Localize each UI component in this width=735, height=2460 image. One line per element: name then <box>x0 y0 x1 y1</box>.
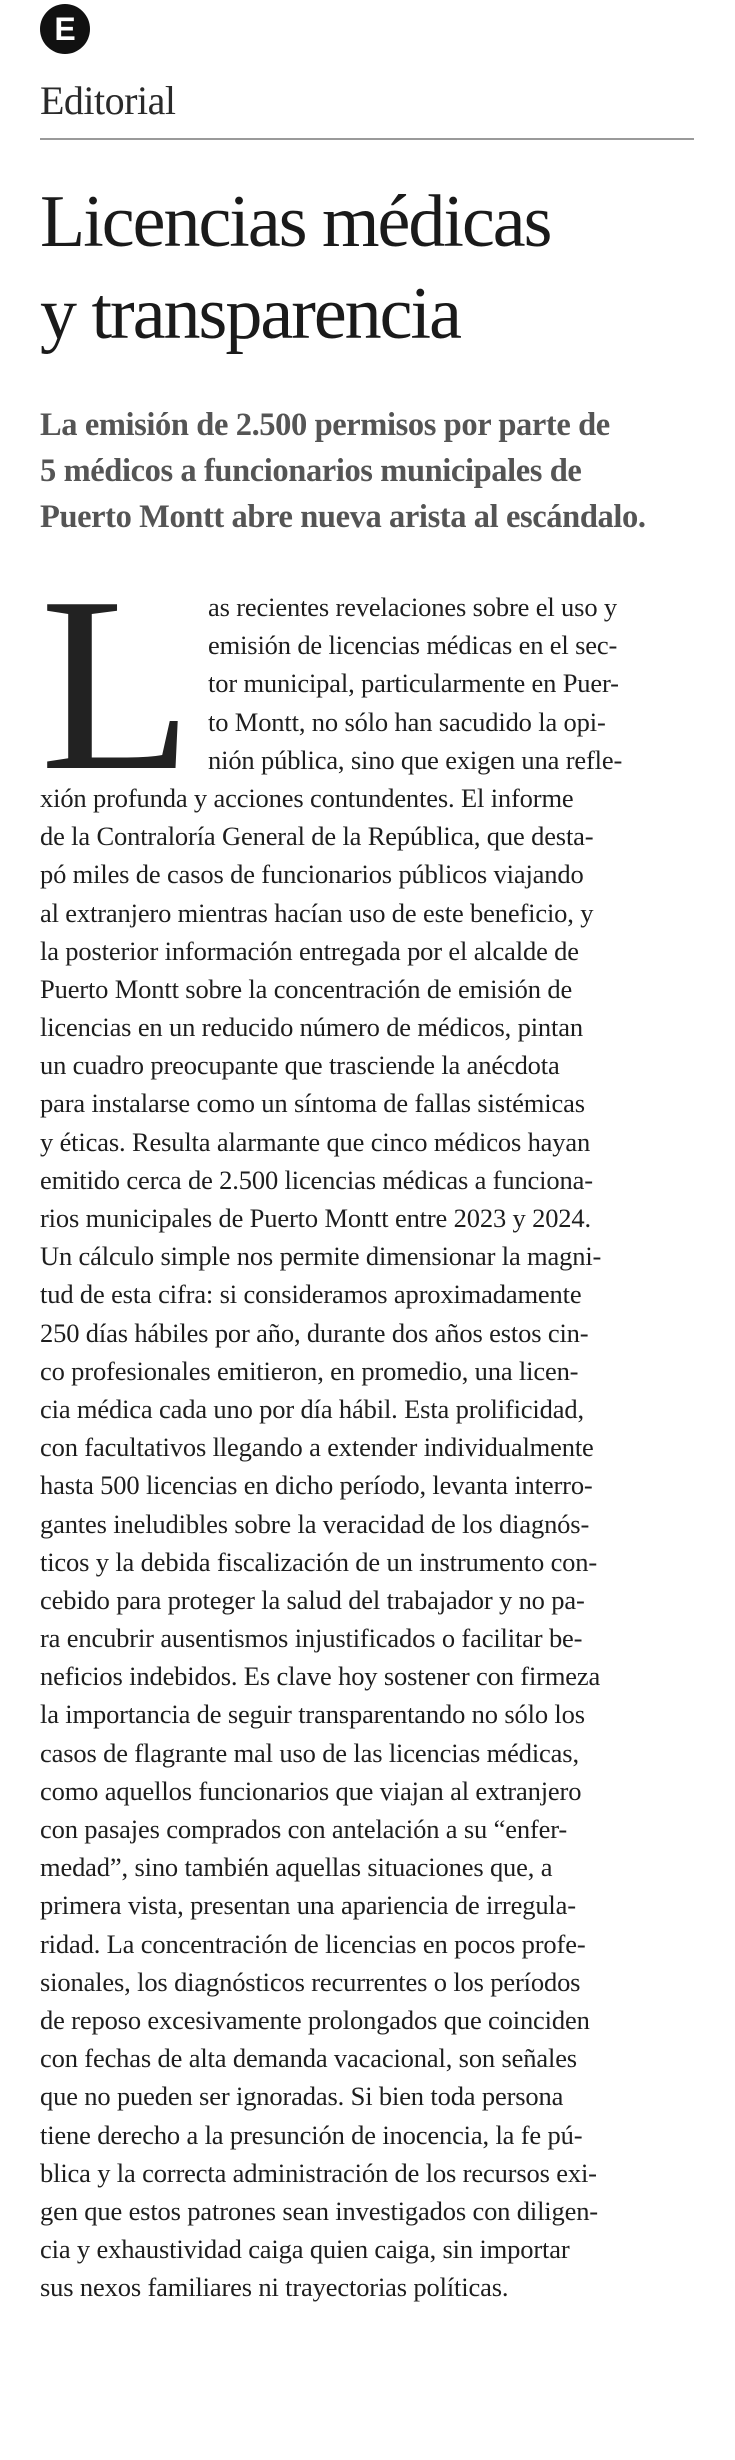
article-body <box>40 588 702 2306</box>
article-line: 250 días hábiles por año, durante dos años estos cin- <box>40 1317 589 1348</box>
article-line: rios municipales de Puerto Montt entre 2023 y 2024. <box>40 1203 591 1233</box>
article-line: ridad. La concentración de licencias en pocos profe- <box>40 1928 586 1959</box>
article-line: con fechas de alta demanda vacacional, son señales <box>40 2043 577 2074</box>
article-line: xión profunda y acciones contundentes. El informe <box>40 782 574 813</box>
article-line: y éticas. Resulta alarmante que cinco médicos hayan <box>40 1126 591 1157</box>
headline-line: Licencias médicas <box>40 181 551 263</box>
article-line: tor municipal, particularmente en Puer- <box>208 668 619 699</box>
lede-line: Puerto Montt abre nueva arista al escándalo. <box>40 499 646 535</box>
article-line: sionales, los diagnósticos recurrentes o los períodos <box>40 1966 581 1997</box>
section-label: Editorial <box>40 78 176 123</box>
article-line: la posterior información entregada por el alcalde de <box>40 935 579 966</box>
article-line: casos de flagrante mal uso de las licencias médicas, <box>40 1737 579 1768</box>
article-line: Un cálculo simple nos permite dimensionar la magni- <box>40 1241 602 1272</box>
article-line: que no pueden ser ignoradas. Si bien toda persona <box>40 2081 564 2112</box>
article-line: medad”, sino también aquellas situaciones que, a <box>40 1852 553 1883</box>
article-line: licencias en un reducido número de médicos, pintan <box>40 1012 583 1043</box>
article-line: ra encubrir ausentismos injustificados o facilitar be- <box>40 1623 583 1654</box>
article-line: la importancia de seguir transparentando no sólo los <box>40 1699 585 1730</box>
article-line: emisión de licencias médicas en el sec- <box>208 630 618 661</box>
article-line: as recientes revelaciones sobre el uso y <box>208 592 617 622</box>
article-line: primera vista, presentan una apariencia de irregula- <box>40 1890 576 1921</box>
headline-line: y transparencia <box>40 273 460 355</box>
article-line: nión pública, sino que exigen una refle- <box>208 744 623 775</box>
article-line: de la Contraloría General de la República, que destа- <box>40 821 594 852</box>
article-line: to Montt, no sólo han sacudido la opi- <box>208 706 606 737</box>
article-line: con pasajes comprados con antelación a su “enfer- <box>40 1814 568 1844</box>
article-line: gantes ineludibles sobre la veracidad de los diagnós- <box>40 1508 590 1539</box>
lede-line: 5 médicos a funcionarios municipales de <box>40 453 582 489</box>
article-line: para instalarse como un síntoma de fallas sistémicas <box>40 1088 585 1119</box>
article-line: sus nexos familiares ni trayectorias políticas. <box>40 2272 509 2303</box>
article-line: tiene derecho a la presunción de inocencia, la fe pú- <box>40 2119 583 2150</box>
article-line: ticos y la debida fiscalización de un instrumento con- <box>40 1546 598 1577</box>
editorial-badge: E <box>40 4 90 54</box>
drop-cap: L <box>40 546 193 823</box>
headline <box>40 176 720 360</box>
lede-line: La emisión de 2.500 permisos por parte de <box>40 407 610 443</box>
article-line: hasta 500 licencias en dicho período, levanta interro- <box>40 1470 593 1501</box>
article-line: un cuadro preocupante que trasciende la anécdota <box>40 1050 560 1081</box>
article-line: gen que estos patrones sean investigados con diligen- <box>40 2195 598 2226</box>
article-line: cia médica cada uno por día hábil. Esta prolificidad, <box>40 1393 584 1424</box>
article-line: tud de esta cifra: si consideramos aproximadamente <box>40 1279 582 1310</box>
article-line: cebido para proteger la salud del trabajador y no pa- <box>40 1584 585 1615</box>
article-line: co profesionales emitieron, en promedio, una licen- <box>40 1355 579 1386</box>
lede <box>40 402 700 540</box>
article-line: como aquellos funcionarios que viajan al extranjero <box>40 1775 582 1806</box>
article-line: Puerto Montt sobre la concentración de emisión de <box>40 973 573 1004</box>
article-line: con facultativos llegando a extender individualmente <box>40 1432 594 1463</box>
article-line: cia y exhaustividad caiga quien caiga, sin importar <box>40 2234 570 2265</box>
article-line: de reposo excesivamente prolongados que coinciden <box>40 2004 590 2035</box>
article-line: al extranjero mientras hacían uso de este beneficio, y <box>40 897 594 928</box>
article-line: blica y la correcta administración de los recursos exi- <box>40 2157 597 2188</box>
section-divider <box>40 138 694 140</box>
article-line: emitido cerca de 2.500 licencias médicas a funciona- <box>40 1164 593 1195</box>
article-line: pó miles de casos de funcionarios públicos viajando <box>40 859 584 890</box>
article-line: neficios indebidos. Es clave hoy sostener con firmeza <box>40 1661 601 1692</box>
